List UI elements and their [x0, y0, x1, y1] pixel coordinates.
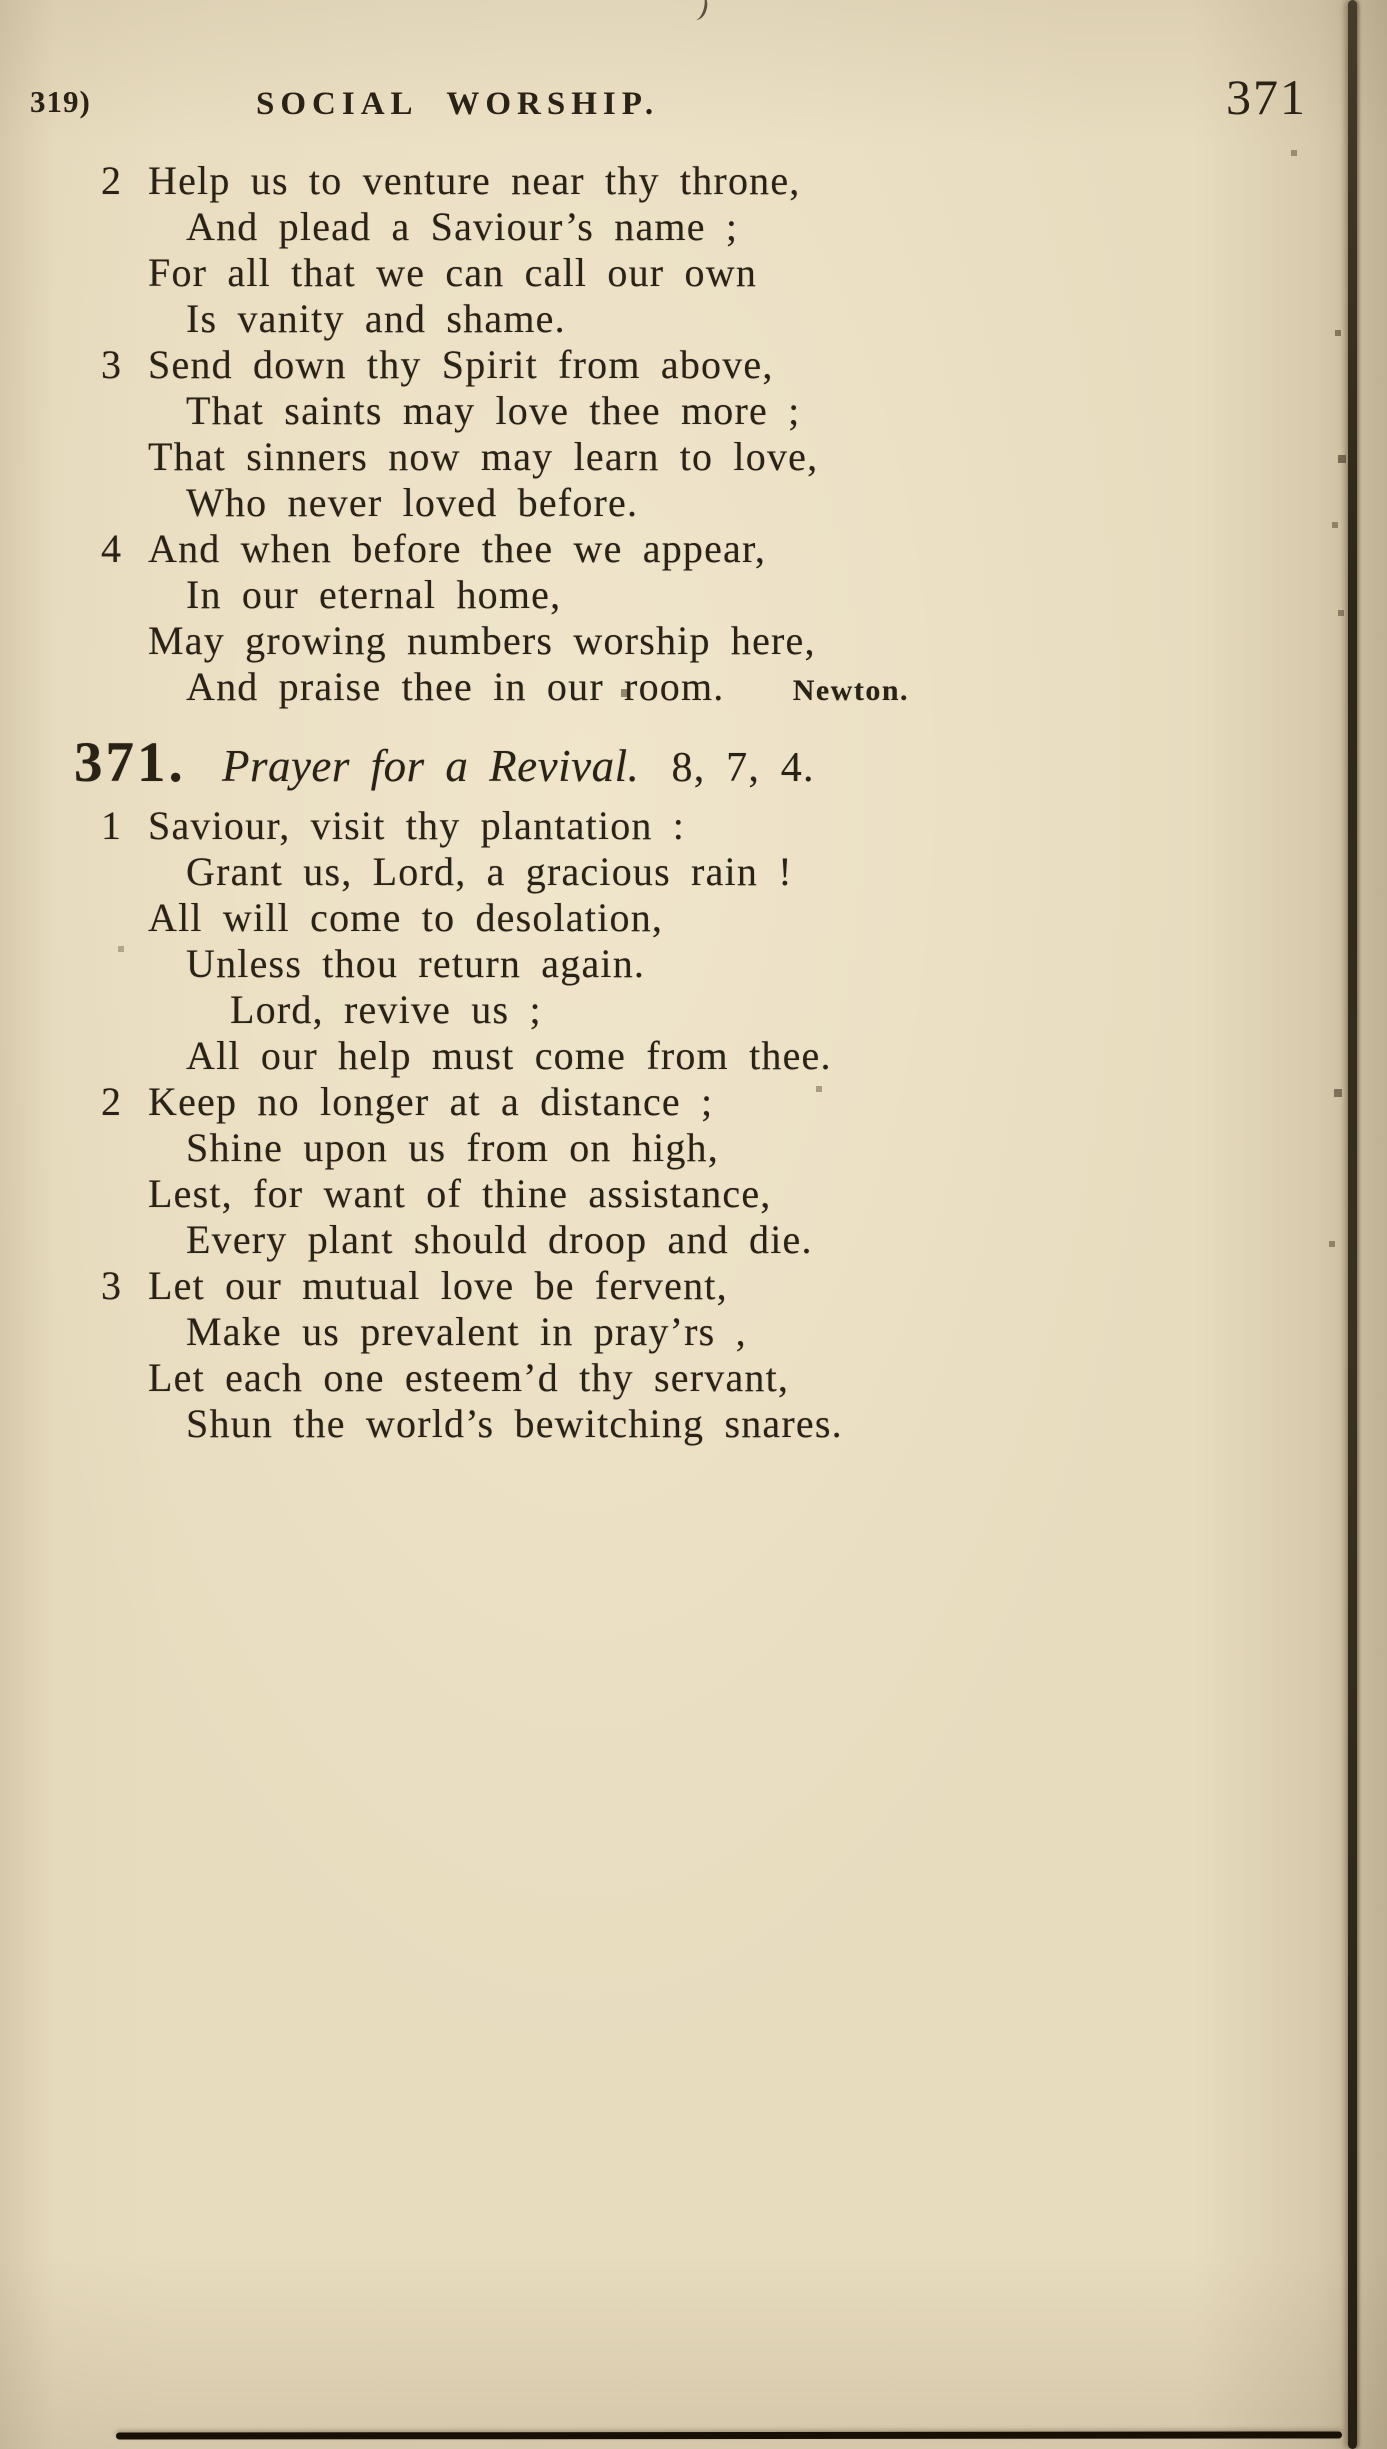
verse-line — [101, 1079, 1268, 1125]
verse-number: 3 — [101, 1263, 123, 1308]
verse-line — [148, 987, 1268, 1033]
verse-line-text: Shine upon us from on high, — [186, 1125, 719, 1170]
verse-line — [148, 480, 1268, 526]
verse-line — [148, 1171, 1268, 1217]
verse-number: 4 — [101, 526, 123, 571]
verse-line-text: And when before thee we appear, — [148, 526, 767, 571]
verse-line — [148, 296, 1268, 342]
verse-line-text: Who never loved before. — [186, 480, 639, 525]
verse-line-text: Shun the world’s bewitching snares. — [186, 1401, 843, 1446]
verse-line — [148, 895, 1268, 941]
verse-line-text: And plead a Saviour’s name ; — [186, 204, 739, 249]
verse-line-text: All our help must come from thee. — [186, 1033, 832, 1078]
verse-line-text: Unless thou return again. — [186, 941, 646, 986]
verse-line — [101, 526, 1268, 572]
verse-line-text: That saints may love thee more ; — [186, 388, 801, 433]
verse-line — [148, 572, 1268, 618]
hymn-heading — [74, 731, 1268, 794]
verse-number: 3 — [101, 342, 123, 387]
verse-line — [148, 250, 1268, 296]
verse-number: 1 — [101, 803, 123, 848]
verse-line — [148, 618, 1268, 664]
verse-line — [148, 1033, 1268, 1079]
verse-line-text: Saviour, visit thy plantation : — [148, 803, 686, 848]
verse-line — [148, 1309, 1268, 1355]
verse-line — [148, 388, 1268, 434]
hymn-number: 371. — [74, 731, 186, 794]
verse-line-text: May growing numbers worship here, — [148, 618, 816, 663]
ink-mark — [687, 0, 710, 22]
verse-line — [148, 849, 1268, 895]
author-attribution: Newton. — [792, 674, 910, 707]
verse-line — [101, 158, 1268, 204]
verse-line-text: Let our mutual love be fervent, — [148, 1263, 728, 1308]
verse-line-text: Lest, for want of thine assistance, — [148, 1171, 772, 1216]
verse-line-text: Keep no longer at a distance ; — [148, 1079, 714, 1124]
verse-line-text: For all that we can call our own — [148, 250, 758, 295]
verse-line — [148, 1125, 1268, 1171]
verse-line-text: And praise thee in our room. — [186, 664, 725, 709]
verse-line-text: Is vanity and shame. — [186, 296, 566, 341]
verse-line — [101, 803, 1268, 849]
verse-line-text: Help us to venture near thy throne, — [148, 158, 801, 203]
verse-line — [148, 664, 1268, 714]
verse-line-text: Make us prevalent in pray’rs , — [186, 1309, 747, 1354]
verse-line-text: That sinners now may learn to love, — [148, 434, 819, 479]
page-edge-shadow — [1348, 0, 1357, 2449]
verse-line — [148, 434, 1268, 480]
verse-number: 2 — [101, 1079, 123, 1124]
verse-line — [101, 342, 1268, 388]
verse-line-text: Lord, revive us ; — [230, 987, 542, 1032]
verse-line — [148, 1401, 1268, 1447]
verse-line — [148, 204, 1268, 250]
verse-line — [148, 1217, 1268, 1263]
page-number-left: 319) — [30, 84, 91, 119]
page-number-right: 371 — [1226, 69, 1307, 125]
hymn-text-block — [74, 158, 1268, 1447]
paper-specks — [0, 0, 2, 2]
verse-line — [101, 1263, 1268, 1309]
verse-line-text: Grant us, Lord, a gracious rain ! — [186, 849, 793, 894]
verse-line-text: Let each one esteem’d thy servant, — [148, 1355, 790, 1400]
verse-line-text: Every plant should droop and die. — [186, 1217, 813, 1262]
verse-line-text: In our eternal home, — [186, 572, 562, 617]
verse-line-text: All will come to desolation, — [148, 895, 664, 940]
hymn-title: Prayer for a Revival. — [221, 741, 640, 791]
verse-line — [148, 941, 1268, 987]
verse-line-text: Send down thy Spirit from above, — [148, 342, 774, 387]
verse-line — [148, 1355, 1268, 1401]
page-bottom-edge — [116, 2431, 1342, 2439]
hymn-meter: 8, 7, 4. — [671, 745, 815, 791]
verse-number: 2 — [101, 158, 123, 203]
running-title: SOCIAL WORSHIP. — [256, 86, 660, 122]
